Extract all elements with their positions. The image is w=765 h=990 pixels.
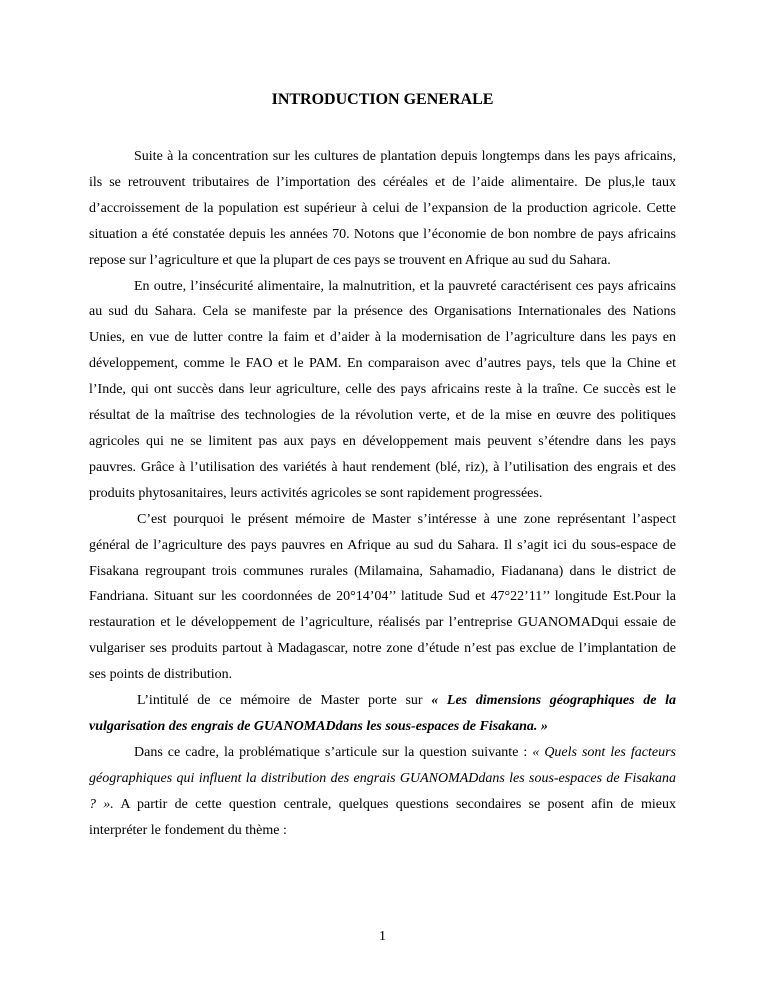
thesis-title: « Les dimensions géographiques de la vulgarisation des engrais de GUANOMADdans les sous-espaces de Fisakana. »: [89, 693, 676, 734]
research-question: « Quels sont les facteurs géographiques qui influent la distribution des engrais GUANOMADdans les sous-espaces de Fisakana ? ».: [89, 744, 676, 812]
paragraph-5: [89, 740, 676, 844]
paragraph-3: C’est pourquoi le présent mémoire de Master s’intéresse à une zone représentant l’aspect général de l’agriculture des pays pauvres en Afrique au sud du Sahara. Il s’agit ici du sous-espace de Fisakana regroupant trois communes rurales (Milamaina, Sahamadio, Fiadanana) dans le district de Fandriana. Situant sur les coordonnées de 20°14’04’’ latitude Sud et 47°22’11’’ longitude Est.Pour la restauration et le développement de l’agriculture, réalisés par l’entreprise GUANOMADqui essaie de vulgariser ses produits partout à Madagascar, notre zone d’étude n’est pas exclue de l’implantation de ses points de distribution.: [89, 511, 676, 683]
paragraph-4: [89, 688, 676, 740]
page-title: INTRODUCTION GENERALE: [271, 91, 494, 108]
paragraph-2: En outre, l’insécurité alimentaire, la malnutrition, et la pauvreté caractérisent ces pays africains au sud du Sahara. Cela se manifeste par la présence des Organisations Internationales des Nations Unies, en vue de lutter contre la faim et d’aider à la modernisation de l’agriculture dans les pays en développement, comme le FAO et le PAM. En comparaison avec d’autres pays, tels que la Chine et l’Inde, qui ont succès dans leur agriculture, celle des pays africains reste à la traîne. Ce succès est le résultat de la maîtrise des technologies de la révolution verte, et de la mise en œuvre des politiques agricoles qui ne se limitent pas aux pays en développement mais peuvent s’étendre dans les pays pauvres. Grâce à l’utilisation des variétés à haut rendement (blé, riz), à l’utilisation des engrais et des produits phytosanitaires, leurs activités agricoles se sont rapidement progressées.: [89, 278, 676, 501]
document-body: [89, 144, 676, 843]
paragraph-5-lead: Dans ce cadre, la problématique s’articule sur la question suivante :: [134, 744, 533, 760]
paragraph-5-tail: A partir de cette question centrale, quelques questions secondaires se posent afin de mieux interpréter le fondement du thème :: [89, 796, 677, 838]
paragraph-1: Suite à la concentration sur les cultures de plantation depuis longtemps dans les pays africains, ils se retrouvent tributaires de l’importation des céréales et de l’aide alimentaire. De plus,le taux d’accroissement de la population est supérieur à celui de l’expansion de la production agricole. Cette situation a été constatée depuis les années 70. Notons que l’économie de bon nombre de pays africains repose sur l’agriculture et que la plupart de ces pays se trouvent en Afrique au sud du Sahara.: [89, 149, 676, 268]
paragraph-4-lead: L’intitulé de ce mémoire de Master porte sur: [137, 693, 432, 709]
page-number: 1: [379, 929, 386, 944]
